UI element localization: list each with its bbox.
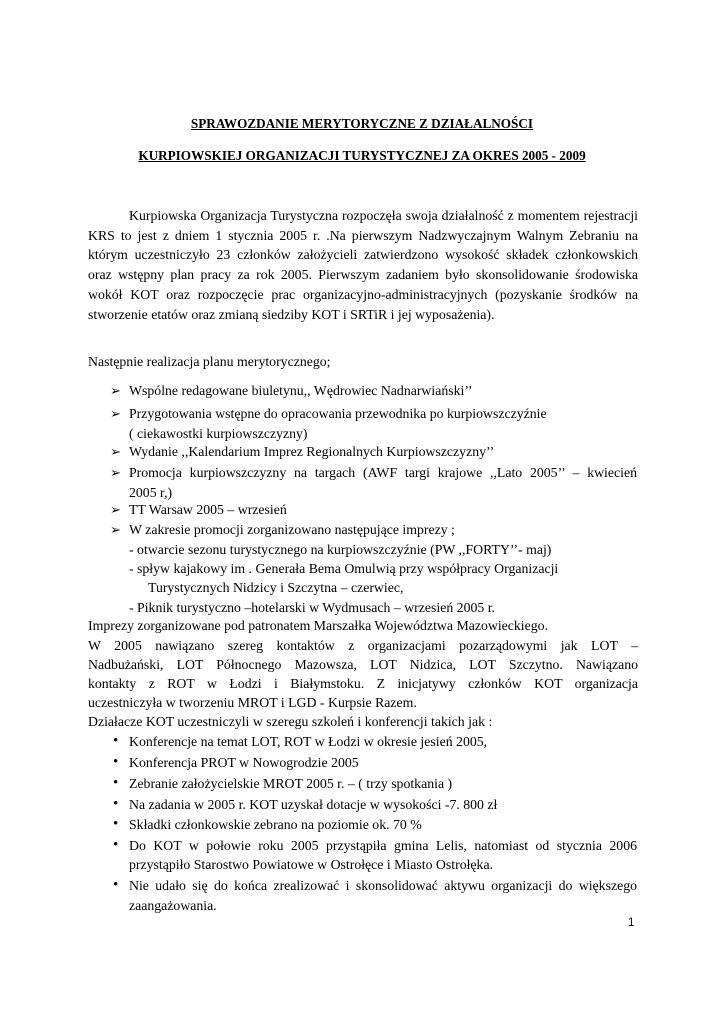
intro-paragraph: Kurpiowska Organizacja Turystyczna rozpoczęła swoja działalność z momentem rejestracji KRS to jest z dniem 1 stycznia 2005 r. .Na pierwszym Nadzwyczajnym Walnym Zebraniu na którym uczestniczyło 23 członków założycieli zatwierdzono wysokość składek członkowskich oraz wstępny plan pracy za rok 2005. Pierwszym zadaniem było skonsolidowanie środowiska wokół KOT oraz rozpoczęcie prac organizacyjno-administracyjnych (pozyskanie środków na stworzenie etatów oraz zmianą siedziby KOT i SRTiR i jej wyposażenia). (88, 208, 638, 322)
bullet-list-item: Zebranie założycielskie MROT 2005 r. – ( trzy spotkania ) (129, 776, 453, 791)
bullet-dot-icon: • (113, 837, 119, 853)
bullet-dot-icon: • (113, 877, 119, 893)
patronage-note: Imprezy zorganizowane pod patronatem Marszałka Województwa Mazowieckiego. (88, 618, 549, 633)
arrow-list-item: Przygotowania wstępne do opracowania przewodnika po kurpiowszczyźnie (129, 406, 547, 421)
page-number: 1 (628, 917, 635, 929)
bullet-list-item-continuation: zaangażowania. (129, 898, 217, 913)
bullet-dot-icon: • (113, 754, 119, 770)
arrow-bullet-icon: ➢ (110, 444, 121, 459)
arrow-bullet-icon: ➢ (110, 522, 121, 537)
arrow-list-item-continuation: 2005 r,) (129, 485, 173, 500)
bullet-dot-icon: • (113, 775, 119, 791)
arrow-bullet-icon: ➢ (110, 465, 121, 480)
bullet-list-item: Konferencja PROT w Nowogrodzie 2005 (129, 755, 359, 770)
arrow-list-item: Wspólne redagowane biuletynu,, Wędrowiec Nadnarwiański’’ (129, 383, 473, 398)
document-title-line-2: KURPIOWSKIEJ ORGANIZACJI TURYSTYCZNEJ ZA OKRES 2005 - 2009 (138, 148, 586, 163)
bullet-list-item-continuation: przystąpiło Starostwo Powiatowe w Ostrołęce i Miasto Ostrołęka. (129, 857, 494, 872)
document-title-line-1: SPRAWOZDANIE MERYTORYCZNE Z DZIAŁALNOŚCI (190, 116, 534, 131)
arrow-list-item-continuation: ( ciekawostki kurpiowszczyzny) (129, 426, 308, 441)
bullet-list-item: Składki członkowskie zebrano na poziomie ok. 70 % (129, 817, 422, 832)
bullet-list-item: Na zadania w 2005 r. KOT uzyskał dotacje w wysokości -7. 800 zł (129, 797, 498, 812)
bullet-dot-icon: • (113, 816, 119, 832)
contacts-line: uczestniczyła w tworzeniu MROT i LGD - Kurpsie Razem. (88, 695, 417, 710)
bullet-dot-icon: • (113, 796, 119, 812)
plan-heading: Następnie realizacja planu merytorycznego; (88, 354, 331, 369)
event-item: - otwarcie sezonu turystycznego na kurpiowszczyźnie (PW ,,FORTY’’- maj) (129, 542, 552, 557)
arrow-list-item: TT Warsaw 2005 – wrzesień (129, 502, 287, 517)
contacts-line: Nadbużański, LOT Północnego Mazowsza, LOT Nidzica, LOT Szczytno. Nawiązano (88, 657, 638, 672)
event-item: - Piknik turystyczno –hotelarski w Wydmusach – wrzesień 2005 r. (129, 600, 496, 615)
arrow-list-item: Promocja kurpiowszczyzny na targach (AWF targi krajowe ,,Lato 2005’’ – kwiecień (129, 465, 637, 480)
contacts-line: kontakty z ROT w Łodzi i Białymstoku. Z inicjatywy członków KOT organizacja (88, 676, 638, 691)
contacts-line: W 2005 nawiązano szereg kontaktów z organizacjami pozarządowymi jak LOT – (88, 638, 638, 653)
event-item-continuation: Turystycznych Nidzicy i Szczytna – czerwiec, (148, 580, 404, 595)
training-heading: Działacze KOT uczestniczyli w szeregu szkoleń i konferencji takich jak : (88, 714, 493, 729)
bullet-list-item: Do KOT w połowie roku 2005 przystąpiła gmina Lelis, natomiast od stycznia 2006 (129, 838, 637, 853)
arrow-bullet-icon: ➢ (110, 406, 121, 421)
bullet-list-item: Nie udało się do końca zrealizować i skonsolidować aktywu organizacji do większego (129, 878, 637, 893)
event-item: - spływ kajakowy im . Generała Bema Omulwią przy współpracy Organizacji (129, 561, 559, 576)
bullet-dot-icon: • (113, 733, 119, 749)
arrow-list-item: W zakresie promocji zorganizowano następujące imprezy ; (129, 522, 455, 537)
arrow-bullet-icon: ➢ (110, 383, 121, 398)
bullet-list-item: Konferencje na temat LOT, ROT w Łodzi w okresie jesień 2005, (129, 734, 488, 749)
arrow-list-item: Wydanie ,,Kalendarium Imprez Regionalnych Kurpiowszczyzny’’ (129, 444, 495, 459)
arrow-bullet-icon: ➢ (110, 502, 121, 517)
